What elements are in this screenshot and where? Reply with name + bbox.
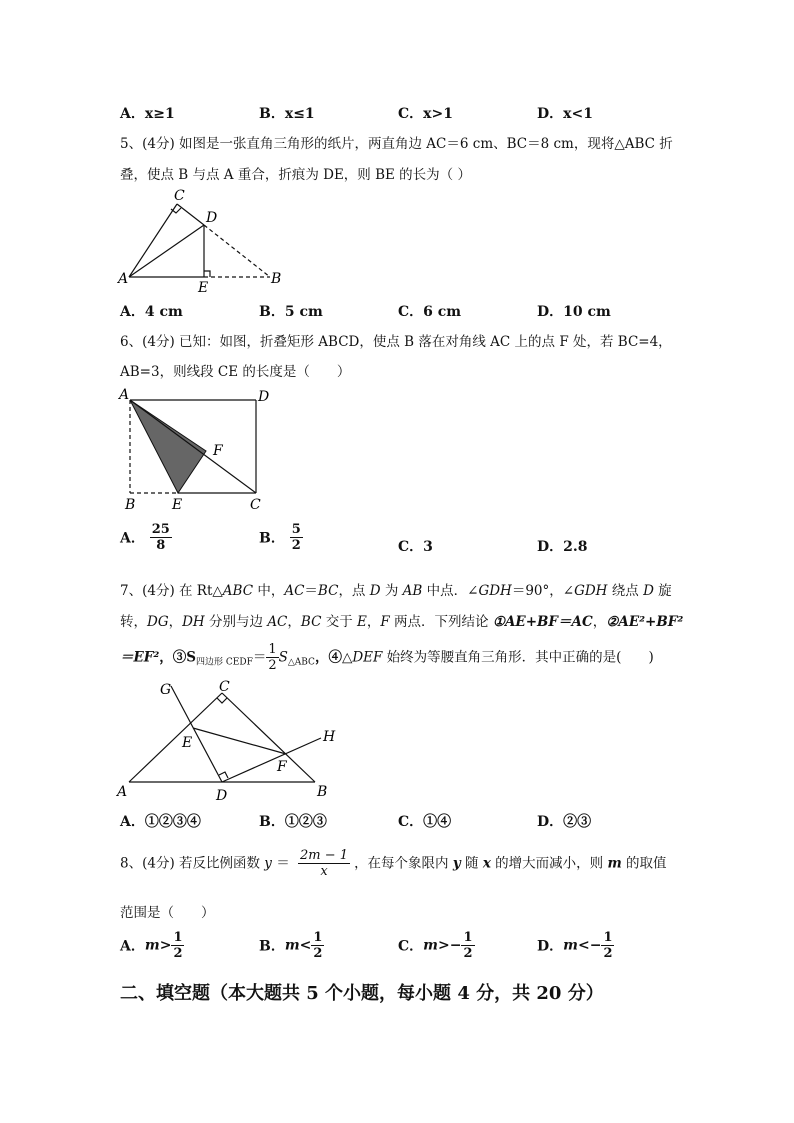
q5-label-c: C	[174, 188, 185, 204]
q6-shaded-triangle	[130, 400, 206, 493]
q5-side-cd	[177, 204, 204, 225]
q5-segment-ad	[129, 225, 204, 277]
q5-option-a: A．4 cm	[120, 304, 183, 320]
q5-right-angle-c	[171, 208, 181, 213]
q7-label-e: E	[182, 735, 193, 751]
q6-option-d: D．2.8	[537, 539, 588, 555]
q7-right-angle-d	[219, 772, 228, 778]
q7-option-c: C．①④	[398, 814, 452, 830]
q5-option-d: D．10 cm	[537, 304, 611, 320]
q5-option-c: C．6 cm	[398, 304, 462, 320]
q7-side-ac	[129, 693, 222, 782]
q6-label-c: C	[250, 497, 261, 513]
q5-label-b: B	[271, 271, 282, 287]
q5-option-b: B．5 cm	[259, 304, 323, 320]
q7-figure	[115, 676, 345, 806]
q8-option-a: A．m> $\frac{1}{2}$	[120, 930, 183, 961]
q8-option-c: C．m>− $\frac{1}{2}$	[398, 930, 473, 961]
q7-stem-line2: 转，DG，DH 分别与边 AC，BC 交于 E，F 两点．下列结论 ①AE+BF＝AC，②AE²+BF²	[120, 614, 684, 630]
q6-option-b-denominator: 2	[291, 538, 301, 553]
q7-stem-line3: ＝EF²，$③S_{四边形 CEDF}=$ $\frac{1}{2}$ $S_{\triangle ABC}$，④△DEF 始终为等腰直角三角形．其中正确的是( )	[120, 642, 654, 673]
q6-label-a: A	[119, 387, 130, 403]
q6-label-b: B	[125, 497, 136, 513]
q6-label-d: D	[258, 389, 270, 405]
q7-label-a: A	[117, 784, 128, 800]
q7-ray-dh	[222, 738, 321, 782]
q8-option-b: B．m< $\frac{1}{2}$	[259, 930, 323, 961]
q7-option-d: D．②③	[537, 814, 592, 830]
q5-label-a: A	[118, 271, 129, 287]
q6-option-b: B． $\frac{5}{2}$	[259, 522, 301, 553]
q5-side-ac	[129, 204, 177, 277]
q5-figure	[115, 188, 295, 296]
q6-option-a-numerator: 25	[151, 522, 170, 537]
q7-side-cb	[222, 693, 315, 782]
q6-option-a: A． $\frac{25}{8}$	[120, 522, 170, 553]
q5-right-angle-e	[204, 271, 210, 277]
q5-label-d: D	[206, 210, 218, 226]
q7-label-b: B	[317, 784, 328, 800]
q4-option-b: B．x≤1	[259, 106, 315, 122]
q7-stem-line1: 7、(4分) 在 Rt△ABC 中，AC＝BC，点 D 为 AB 中点．∠GDH＝90°，∠GDH 绕点 D 旋	[120, 583, 672, 599]
q6-label-f: F	[213, 443, 223, 459]
q7-option-b: B．①②③	[259, 814, 327, 830]
q8-option-d: D．m<− $\frac{1}{2}$	[537, 930, 613, 961]
q7-label-f: F	[277, 759, 287, 775]
q4-option-d: D．x<1	[537, 106, 593, 122]
q6-diagonal-ac	[130, 400, 256, 493]
q8-fraction-denominator: x	[320, 864, 328, 879]
q6-label-e: E	[172, 497, 183, 513]
q4-option-a: A．x≥1	[120, 106, 175, 122]
q6-stem-line2: AB=3，则线段 CE 的长度是（ ）	[120, 364, 351, 380]
q8-stem-line1: 8、(4分) 若反比例函数 y ＝ $\frac{2m - 1}{x}$ ，在每个象限内 y 随 x 的增大而减小，则 m 的取值	[120, 848, 667, 879]
q5-stem-line2: 叠，使点 B 与点 A 重合，折痕为 DE，则 BE 的长为（ ）	[120, 167, 471, 183]
q6-option-a-denominator: 8	[156, 538, 166, 553]
q7-label-h: H	[323, 729, 336, 745]
q7-label-c: C	[219, 679, 230, 695]
q6-option-c: C．3	[398, 539, 433, 555]
q5-dashed-db	[204, 225, 270, 277]
q4-option-c: C．x>1	[398, 106, 453, 122]
q7-label-d: D	[216, 788, 228, 804]
q7-label-g: G	[160, 682, 172, 698]
q8-fraction-numerator: 2m − 1	[300, 848, 349, 863]
q7-right-angle-c	[217, 698, 227, 703]
q8-stem-line2: 范围是（ ）	[120, 905, 215, 921]
q6-option-b-numerator: 5	[291, 522, 301, 537]
section2-heading: 二、填空题（本大题共 5 个小题，每小题 4 分，共 20 分）	[120, 983, 604, 1004]
q5-stem-line1: 5、(4分) 如图是一张直角三角形的纸片，两直角边 AC＝6 cm、BC＝8 cm，现将△ABC 折	[120, 136, 673, 152]
q6-stem-line1: 6、(4分) 已知：如图，折叠矩形 ABCD，使点 B 落在对角线 AC 上的点 F 处，若 BC=4，	[120, 334, 672, 350]
q5-label-e: E	[198, 280, 209, 296]
q7-option-a: A．①②③④	[120, 814, 201, 830]
q6-figure	[115, 385, 275, 515]
